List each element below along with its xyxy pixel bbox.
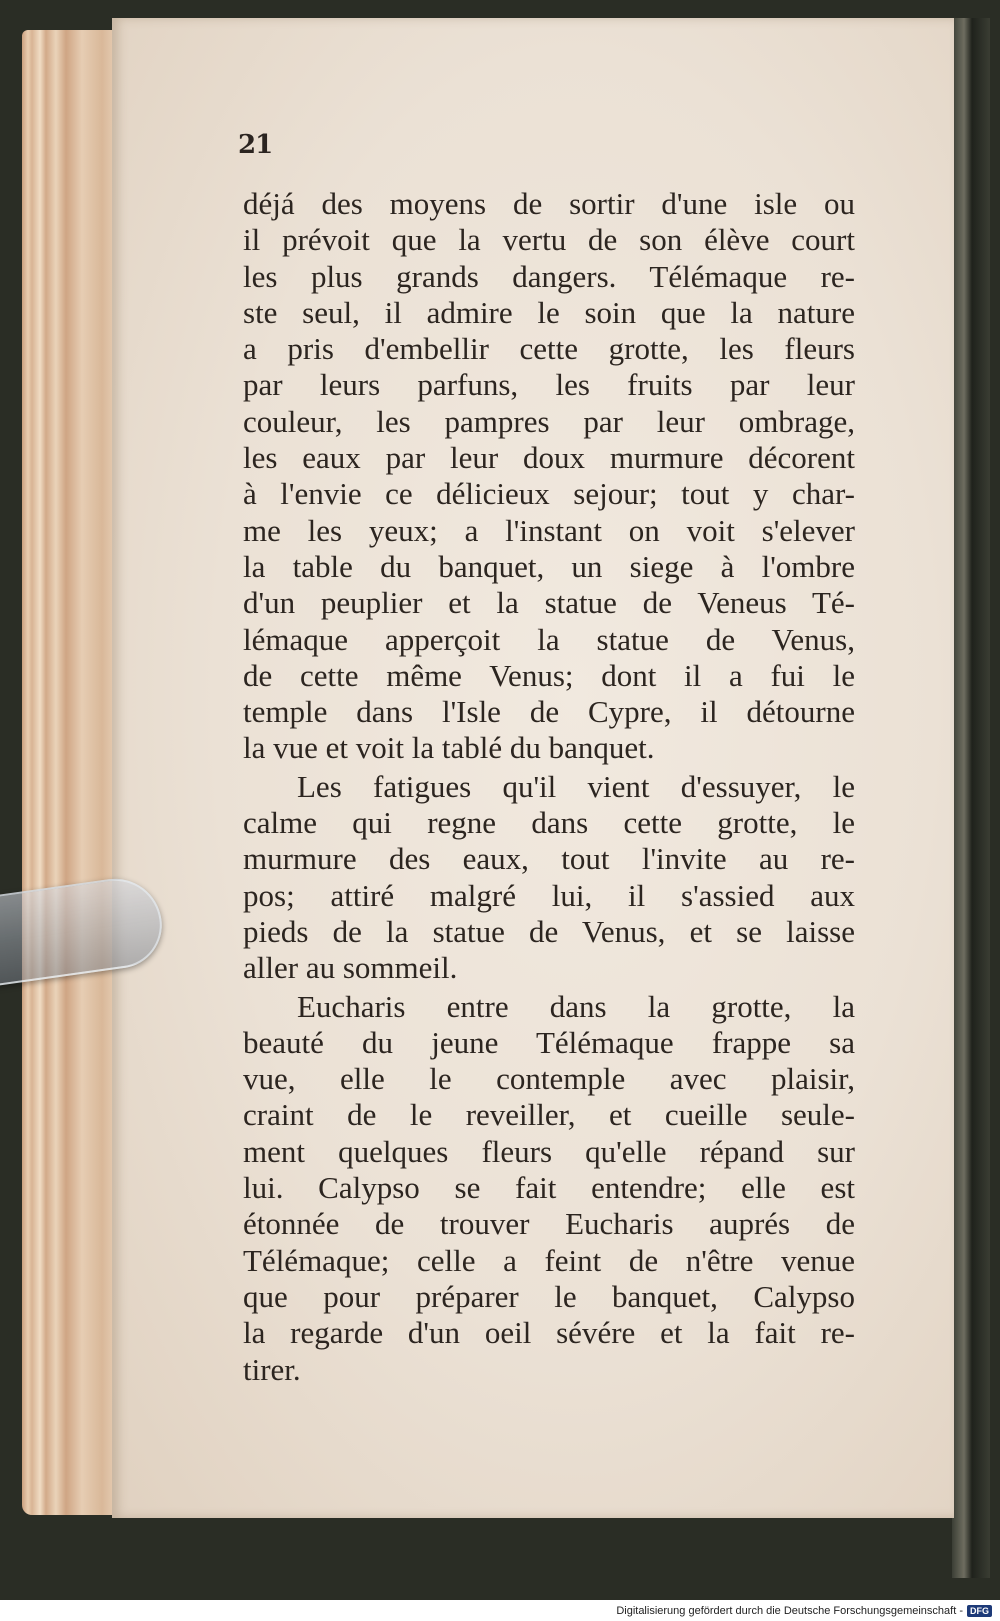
text-line: calme qui regne dans cette grotte, le [243, 805, 855, 841]
text-line: tirer. [243, 1351, 301, 1387]
text-line: a pris d'embellir cette grotte, les fleurs [243, 331, 855, 367]
text-line: la regarde d'un oeil sévére et la fait re- [243, 1315, 855, 1351]
text-line: craint de le reveiller, et cueille seule- [243, 1097, 855, 1133]
book-spine-edge [952, 18, 990, 1578]
text-line: ste seul, il admire le soin que la nature [243, 294, 855, 330]
text-line: couleur, les pampres par leur ombrage, [243, 403, 855, 439]
text-line: Eucharis entre dans la grotte, la [297, 988, 855, 1024]
text-line: lémaque apperçoit la statue de Venus, [243, 621, 855, 657]
text-line: vue, elle le contemple avec plaisir, [243, 1061, 855, 1097]
text-line: à l'envie ce délicieux sejour; tout y char- [243, 476, 855, 512]
text-line: Les fatigues qu'il vient d'essuyer, le [297, 768, 855, 804]
text-line: les eaux par leur doux murmure décorent [243, 440, 855, 476]
text-line: murmure des eaux, tout l'invite au re- [243, 841, 855, 877]
dfg-logo-icon: DFG [967, 1605, 992, 1617]
text-line: lui. Calypso se fait entendre; elle est [243, 1170, 855, 1206]
text-line: me les yeux; a l'instant on voit s'elever [243, 512, 855, 548]
text-line: d'un peuplier et la statue de Veneus Té- [243, 585, 855, 621]
text-line: étonnée de trouver Eucharis auprés de [243, 1206, 855, 1242]
digitization-credit [616, 1603, 992, 1619]
credit-text: Digitalisierung gefördert durch die Deutsche Forschungsgemeinschaft - [616, 1605, 963, 1617]
text-line: pos; attiré malgré lui, il s'assied aux [243, 877, 855, 913]
text-line: pieds de la statue de Venus, et se laisse [243, 913, 855, 949]
text-line: déjá des moyens de sortir d'une isle ou [243, 186, 855, 221]
text-line: par leurs parfuns, les fruits par leur [243, 367, 855, 403]
page-number: 21 [238, 130, 273, 160]
text-line: Télémaque; celle a feint de n'être venue [243, 1242, 855, 1278]
text-line: temple dans l'Isle de Cypre, il détourne [243, 694, 855, 730]
text-line: il prévoit que la vertu de son élève court [243, 222, 855, 258]
text-line: la vue et voit la tablé du banquet. [243, 730, 655, 766]
text-line: beauté du jeune Télémaque frappe sa [243, 1024, 855, 1060]
text-line: aller au sommeil. [243, 950, 458, 986]
text-line: de cette même Venus; dont il a fui le [243, 657, 855, 693]
text-line: ment quelques fleurs qu'elle répand sur [243, 1133, 855, 1169]
text-line: les plus grands dangers. Télémaque re- [243, 258, 855, 294]
text-line: que pour préparer le banquet, Calypso [243, 1278, 855, 1314]
page-text [243, 186, 855, 1388]
text-line: la table du banquet, un siege à l'ombre [243, 548, 855, 584]
